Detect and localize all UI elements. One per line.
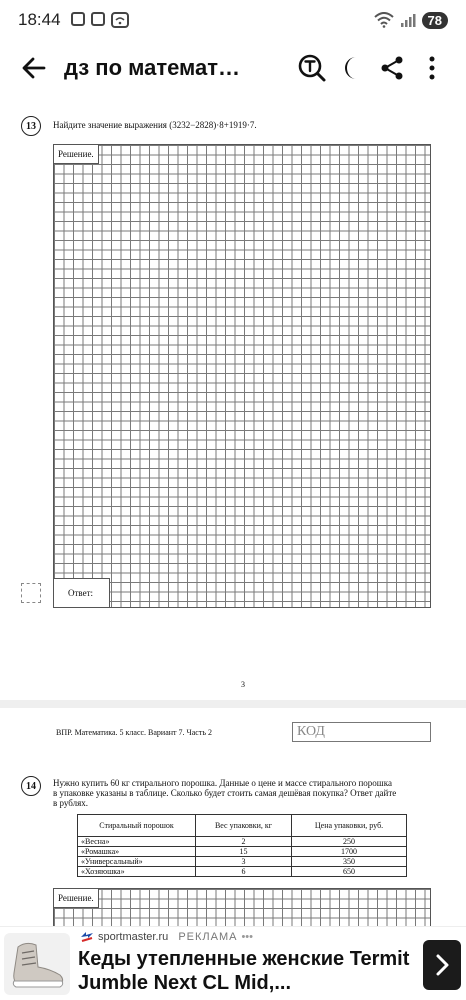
table-cell: 650 — [292, 867, 407, 877]
share-button[interactable] — [372, 48, 412, 88]
table-cell: 15 — [196, 847, 292, 857]
table-cell: «Ромашка» — [78, 847, 196, 857]
back-arrow-icon — [21, 55, 47, 81]
document-viewer[interactable] — [0, 100, 466, 926]
task-14-line-1: Нужно купить 60 кг стирального порошка. Данные о цене и массе стирального порошка — [53, 778, 392, 788]
back-button[interactable] — [14, 48, 54, 88]
notification-icons — [71, 12, 129, 28]
solution-label-13: Решение. — [54, 145, 99, 164]
table-cell: 250 — [292, 837, 407, 847]
table-row — [78, 847, 407, 857]
more-options-button[interactable] — [412, 48, 452, 88]
table-row — [78, 857, 407, 867]
ad-image[interactable] — [4, 933, 70, 995]
sportmaster-logo-icon — [80, 931, 94, 943]
notification-icon — [91, 12, 105, 26]
dark-mode-button[interactable] — [332, 48, 372, 88]
status-bar — [0, 0, 466, 40]
table-row — [78, 867, 407, 877]
wifi-small-icon — [111, 12, 129, 28]
page-separator — [0, 700, 466, 708]
pdf-page-3 — [0, 100, 466, 700]
page-header: ВПР. Математика. 5 класс. Вариант 7. Часть 2 — [56, 728, 212, 737]
solution-grid-13 — [53, 144, 431, 608]
more-vertical-icon — [428, 55, 436, 81]
page-number: 3 — [241, 680, 245, 689]
task-14-line-2: в упаковке указаны в таблице. Сколько будет стоить самая дешёвая покупка? Ответ дайте — [53, 788, 397, 798]
table-cell: 2 — [196, 837, 292, 847]
table-cell: 350 — [292, 857, 407, 867]
ad-title[interactable]: Кеды утепленные женские Termit Jumble Next CL Mid,... — [78, 948, 410, 994]
dark-mode-icon — [339, 55, 365, 81]
task-14-number: 14 — [21, 776, 41, 796]
answer-label-13: Ответ: — [68, 588, 94, 598]
ad-open-button[interactable] — [423, 940, 461, 990]
table-cell: 1700 — [292, 847, 407, 857]
task-13-text: Найдите значение выражения (3232−2828)·8+1919·7. — [53, 120, 257, 130]
ad-banner[interactable] — [0, 926, 466, 1000]
status-time: 18:44 — [18, 10, 61, 29]
table-cell: 3 — [196, 857, 292, 867]
status-right — [374, 12, 448, 29]
kod-box: КОД — [292, 722, 431, 742]
table-cell: «Универсальный» — [78, 857, 196, 867]
share-icon — [379, 55, 405, 81]
text-search-icon — [297, 53, 327, 83]
table-header-row — [78, 815, 407, 837]
table-header: Стиральный порошок — [78, 815, 196, 837]
table-header: Вес упаковки, кг — [196, 815, 292, 837]
ad-source-row — [80, 931, 253, 943]
ad-source: sportmaster.ru — [98, 931, 169, 943]
task-13-number: 13 — [21, 116, 41, 136]
table-cell: «Весна» — [78, 837, 196, 847]
app-toolbar — [0, 40, 466, 96]
solution-label-14: Решение. — [54, 889, 99, 908]
table-cell: «Хозяюшка» — [78, 867, 196, 877]
wifi-icon — [374, 12, 394, 28]
signal-icon — [400, 12, 416, 28]
table-row — [78, 837, 407, 847]
pdf-page-4 — [0, 708, 466, 926]
table-cell: 6 — [196, 867, 292, 877]
powder-table — [77, 814, 407, 877]
table-header: Цена упаковки, руб. — [292, 815, 407, 837]
ad-label: РЕКЛАМА — [178, 931, 238, 943]
ad-dots: ••• — [241, 931, 254, 943]
sneaker-image-icon — [4, 933, 70, 995]
gallery-notification-icon — [71, 12, 85, 26]
chevron-right-icon — [434, 953, 450, 977]
text-search-button[interactable] — [292, 48, 332, 88]
document-title: дз по математ… — [64, 55, 241, 80]
task-14-line-3: в рублях. — [53, 798, 88, 808]
score-box-13 — [21, 583, 41, 603]
solution-grid-14 — [53, 888, 431, 926]
battery-badge: 78 — [422, 12, 448, 29]
